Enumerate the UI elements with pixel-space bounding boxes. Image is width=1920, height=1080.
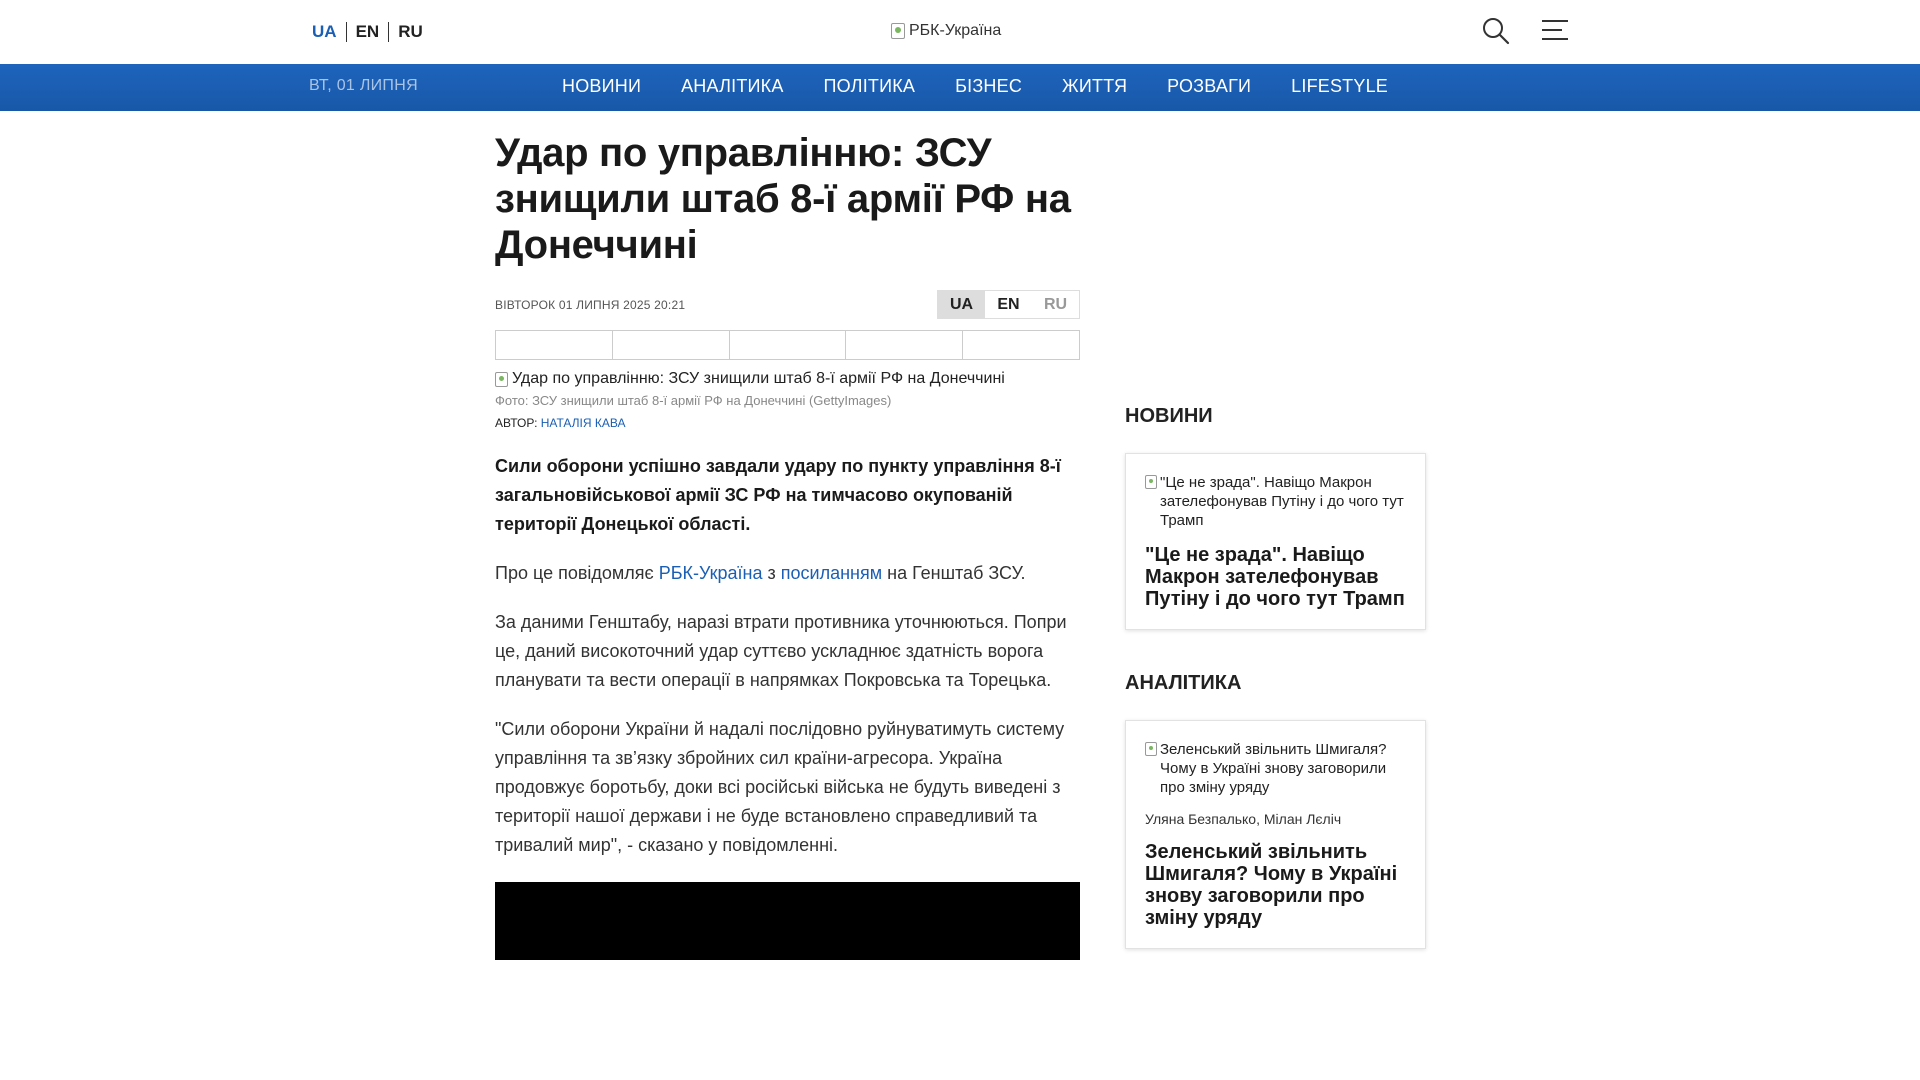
nav-item-lifestyle[interactable]: LIFESTYLE [1291, 76, 1388, 96]
language-selector [312, 22, 432, 42]
top-bar [0, 0, 1920, 64]
nav-item-life[interactable]: ЖИТТЯ [1062, 76, 1128, 96]
nav-date: ВТ, 01 ЛИПНЯ [309, 77, 418, 94]
photo-alt-text: Удар по управлінню: ЗСУ знищили штаб 8-ї армії РФ на Донеччині [512, 370, 1005, 387]
author-link[interactable]: НАТАЛІЯ КАВА [540, 416, 626, 430]
analytics-card-image-alt: Зеленський звільнить Шмигаля? Чому в Україні знову заговорили про зміну уряду [1160, 741, 1387, 796]
analytics-card-title[interactable]: Зеленський звільнить Шмигаля? Чому в Україні знову заговорили про зміну уряду [1145, 841, 1398, 929]
article-lang-ua[interactable]: UA [938, 291, 985, 318]
broken-image-icon [1145, 742, 1157, 756]
analytics-card[interactable] [1125, 720, 1426, 949]
article-headline: Удар по управлінню: ЗСУ знищили штаб 8-ї армії РФ на Донеччині [495, 131, 1071, 267]
video-player[interactable] [495, 882, 1080, 960]
photo-caption: Фото: ЗСУ знищили штаб 8-ї армії РФ на Донеччині (GettyImages) [495, 393, 892, 408]
analytics-card-image [1145, 740, 1406, 797]
article-paragraph-3: "Сили оборони України й надалі послідовно руйнуватимуть систему управління та зв’язку збройних сил країни-агресора. Україна продовжує боротьбу, доки всі російські війська не будуть виведені з території нашої держави і не буде встановлено справедливий та тривалий мир", - сказано у повідомленні. [495, 719, 1065, 855]
news-card[interactable] [1125, 453, 1426, 630]
author-line [495, 416, 1080, 430]
lang-ru-link[interactable]: RU [398, 22, 423, 41]
nav-item-business[interactable]: БІЗНЕС [955, 76, 1023, 96]
share-button-2[interactable] [613, 331, 730, 359]
article-meta [495, 290, 1080, 320]
lang-en-link[interactable]: EN [355, 22, 380, 41]
search-button[interactable] [1481, 16, 1511, 46]
share-button-1[interactable] [496, 331, 613, 359]
news-card-image [1145, 473, 1406, 530]
nav-item-analytics[interactable]: АНАЛІТИКА [681, 76, 784, 96]
hamburger-menu-icon [1540, 18, 1570, 44]
sidebar-news-title[interactable]: НОВИНИ [1125, 405, 1213, 427]
nav-item-news[interactable]: НОВИНИ [562, 76, 642, 96]
main-nav [0, 64, 1920, 111]
search-icon [1481, 16, 1511, 46]
analytics-card-byline: Уляна Безпалько, Мілан Лєліч [1145, 811, 1342, 827]
publish-date: ВІВТОРОК 01 ЛИПНЯ 2025 20:21 [495, 298, 686, 312]
source-link[interactable]: посиланням [780, 563, 883, 583]
article-lang-en[interactable]: EN [985, 291, 1032, 318]
p1-suffix: на Генштаб ЗСУ. [882, 563, 1026, 583]
menu-button[interactable] [1540, 18, 1570, 44]
site-logo[interactable] [891, 22, 1001, 40]
sidebar-analytics-title[interactable]: АНАЛІТИКА [1125, 672, 1242, 694]
article-photo [495, 370, 1080, 388]
sidebar [1125, 405, 1426, 949]
broken-image-icon [495, 372, 508, 387]
share-button-5[interactable] [963, 331, 1079, 359]
article [495, 130, 1080, 960]
nav-item-politics[interactable]: ПОЛІТИКА [823, 76, 916, 96]
share-buttons [495, 330, 1080, 360]
author-label: АВТОР: [495, 416, 538, 430]
rbc-link[interactable]: РБК-Україна [658, 563, 763, 583]
logo-alt-text: РБК-Україна [909, 22, 1002, 39]
nav-items [562, 76, 1428, 97]
broken-image-icon [1145, 475, 1157, 489]
article-lang-ru[interactable]: RU [1032, 291, 1079, 318]
p1-prefix: Про це повідомляє [495, 563, 659, 583]
article-lang-switch [937, 290, 1080, 319]
article-paragraph-1 [495, 559, 1080, 588]
news-card-title[interactable]: "Це не зрада". Навіщо Макрон зателефонував Путіну і до чого тут Трамп [1145, 544, 1405, 610]
news-card-image-alt: "Це не зрада". Навіщо Макрон зателефонував Путіну і до чого тут Трамп [1160, 474, 1404, 529]
lang-ua-link[interactable]: UA [312, 22, 337, 41]
broken-image-icon [891, 23, 905, 39]
article-paragraph-2: За даними Генштабу, наразі втрати противника уточнюються. Попри це, даний високоточний удар суттєво ускладнює здатність ворога планувати та вести операції в напрямках Покровська та Торецька. [495, 612, 1067, 690]
nav-item-entertainment[interactable]: РОЗВАГИ [1167, 76, 1252, 96]
p1-mid: з [762, 563, 781, 583]
share-button-3[interactable] [730, 331, 847, 359]
share-button-4[interactable] [846, 331, 963, 359]
article-lead: Сили оборони успішно завдали удару по пункту управління 8-ї загальновійськової армії ЗС РФ на тимчасово окупованій території Донецької області. [495, 456, 1061, 534]
